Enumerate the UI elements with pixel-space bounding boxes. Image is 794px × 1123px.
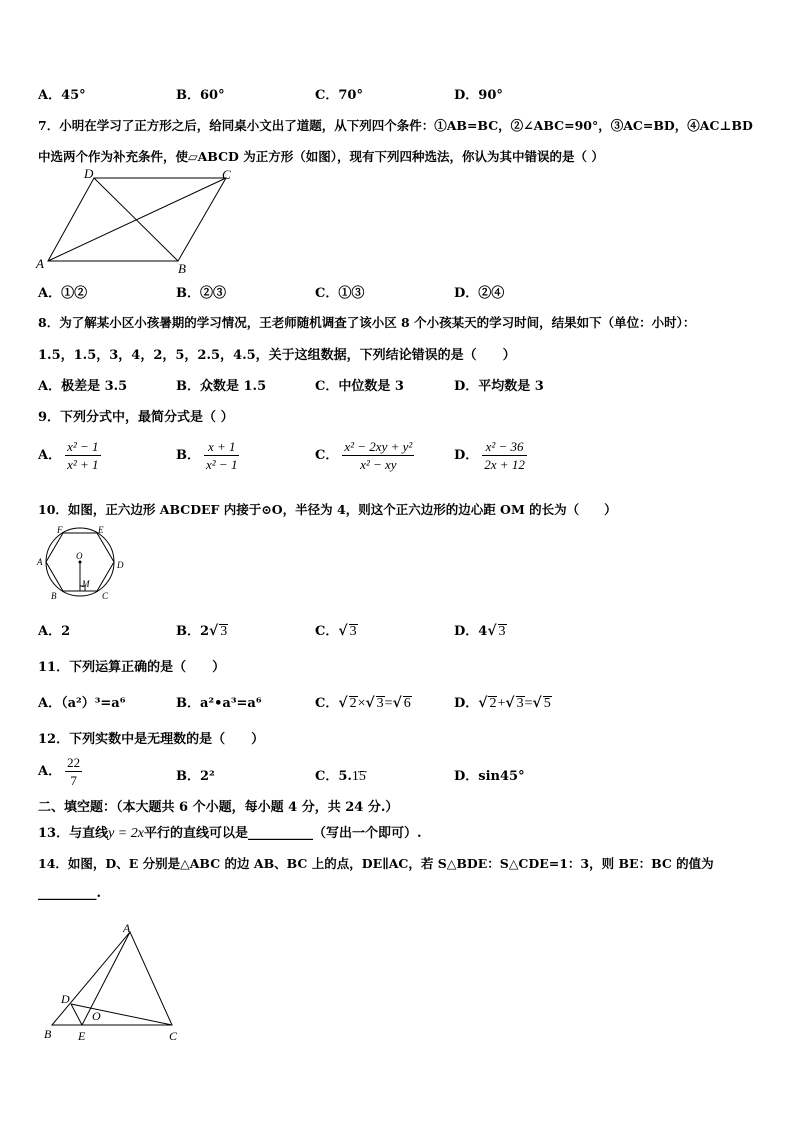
- section-2-heading: 二、填空题：（本大题共 6 个小题，每小题 4 分，共 24 分.）: [38, 800, 399, 815]
- q11-stem: 11．下列运算正确的是（ ）: [38, 660, 226, 675]
- q9-option-c: C． $\frac{\text{x² − 2xy + y²}}{\text{x² − xy}}$: [315, 439, 413, 472]
- q14-triangle-figure: [40, 920, 190, 1050]
- q7-label-d: D: [84, 166, 94, 181]
- q8-stem-line1: 8．为了解某小区小孩暑期的学习情况，王老师随机调查了该小区 8 个小孩某天的学习时间，结果如下（单位：小时）：: [38, 315, 696, 330]
- q6-option-c: C．70°: [315, 88, 363, 103]
- q10-hexagon-figure: [34, 524, 126, 602]
- q10-label-e: E: [98, 525, 104, 535]
- q14-label-c: C: [169, 1029, 178, 1043]
- q7-parallelogram-figure: [34, 166, 244, 274]
- q10-label-f: F: [57, 525, 63, 535]
- q8-option-b: B．众数是 1.5: [176, 379, 267, 394]
- q10-label-o: O: [76, 551, 83, 561]
- q13-stem: 13．与直线y = 2x平行的直线可以是__________（写出一个即可）.: [38, 826, 422, 841]
- q12-option-b: B．2²: [176, 769, 215, 784]
- q7-label-c: C: [222, 167, 231, 182]
- q10-option-a: A．2: [38, 624, 71, 639]
- q10-label-a: A: [37, 557, 43, 567]
- q9-stem: 9．下列分式中，最简分式是（ ）: [38, 410, 234, 425]
- q6-option-b: B．60°: [176, 88, 225, 103]
- q10-stem: 10．如图，正六边形 ABCDEF 内接于⊙O，半径为 4，则这个正六边形的边心距 OM 的长为（ ）: [38, 502, 617, 517]
- q14-stem-line1: 14．如图，D、E 分别是△ABC 的边 AB、BC 上的点，DE∥AC，若 S△BDE：S△CDE=1：3，则 BE：BC 的值为: [38, 856, 714, 871]
- q7-stem-line2: 中选两个作为补充条件，使▱ABCD 为正方形（如图），现有下列四种选法，你认为其中错误的是（ ）: [38, 149, 604, 164]
- q8-stem-line2: 1.5，1.5，3，4，2，5，2.5，4.5，关于这组数据，下列结论错误的是（ ）: [38, 348, 516, 363]
- q10-option-b: B．2√ 3: [176, 623, 228, 639]
- q10-label-c: C: [102, 591, 109, 601]
- q11-option-c: C．√ 2×√ 3=√ 6: [315, 695, 411, 711]
- q11-option-d: D．√ 2+√ 3=√ 5: [454, 695, 551, 711]
- q7-label-b: B: [178, 261, 186, 274]
- q9-option-b: B． $\frac{x + 1}{\text{x² − 1}}$: [176, 439, 238, 472]
- q12-option-a: A． $\frac{22}{7}$: [38, 755, 81, 788]
- q10-option-c: C．√ 3: [315, 623, 357, 639]
- q14-label-b: B: [44, 1027, 52, 1041]
- q14-label-o: O: [92, 1009, 101, 1023]
- q12-option-d: D．sin45°: [454, 769, 525, 784]
- q10-label-m: M: [82, 579, 90, 589]
- q6-option-a: A．45°: [38, 88, 86, 103]
- q7-option-c: C．①③: [315, 286, 365, 301]
- q14-label-e: E: [78, 1029, 86, 1043]
- q7-option-d: D．②④: [454, 286, 505, 301]
- q7-option-a: A．①②: [38, 286, 88, 301]
- q14-answer-blank: _________.: [38, 886, 102, 901]
- q14-label-a: A: [123, 921, 131, 935]
- q6-option-d: D．90°: [454, 88, 503, 103]
- q14-label-d: D: [61, 992, 70, 1006]
- q10-label-b: B: [51, 591, 57, 601]
- q12-option-c: C．5.1̇5̇: [315, 769, 366, 784]
- q8-option-c: C．中位数是 3: [315, 379, 404, 394]
- q7-option-b: B．②③: [176, 286, 226, 301]
- q8-option-a: A．极差是 3.5: [38, 379, 128, 394]
- q8-option-d: D．平均数是 3: [454, 379, 544, 394]
- q11-option-a: A．（a²）³=a⁶: [38, 696, 126, 711]
- q7-label-a: A: [36, 256, 44, 271]
- q12-stem: 12．下列实数中是无理数的是（ ）: [38, 732, 265, 747]
- q9-option-d: D． $\frac{\text{x² − 36}}{2x + 12}$: [454, 439, 525, 472]
- q10-option-d: D．4√ 3: [454, 623, 506, 639]
- q9-option-a: A． $\frac{\text{x² − 1}}{\text{x² + 1}}$: [38, 439, 99, 472]
- q7-stem-line1: 7．小明在学习了正方形之后，给同桌小文出了道题，从下列四个条件：①AB=BC，②∠ABC=90°，③AC=BD，④AC⊥BD: [38, 118, 753, 133]
- q10-label-d: D: [117, 560, 124, 570]
- q11-option-b: B．a²•a³=a⁶: [176, 696, 262, 711]
